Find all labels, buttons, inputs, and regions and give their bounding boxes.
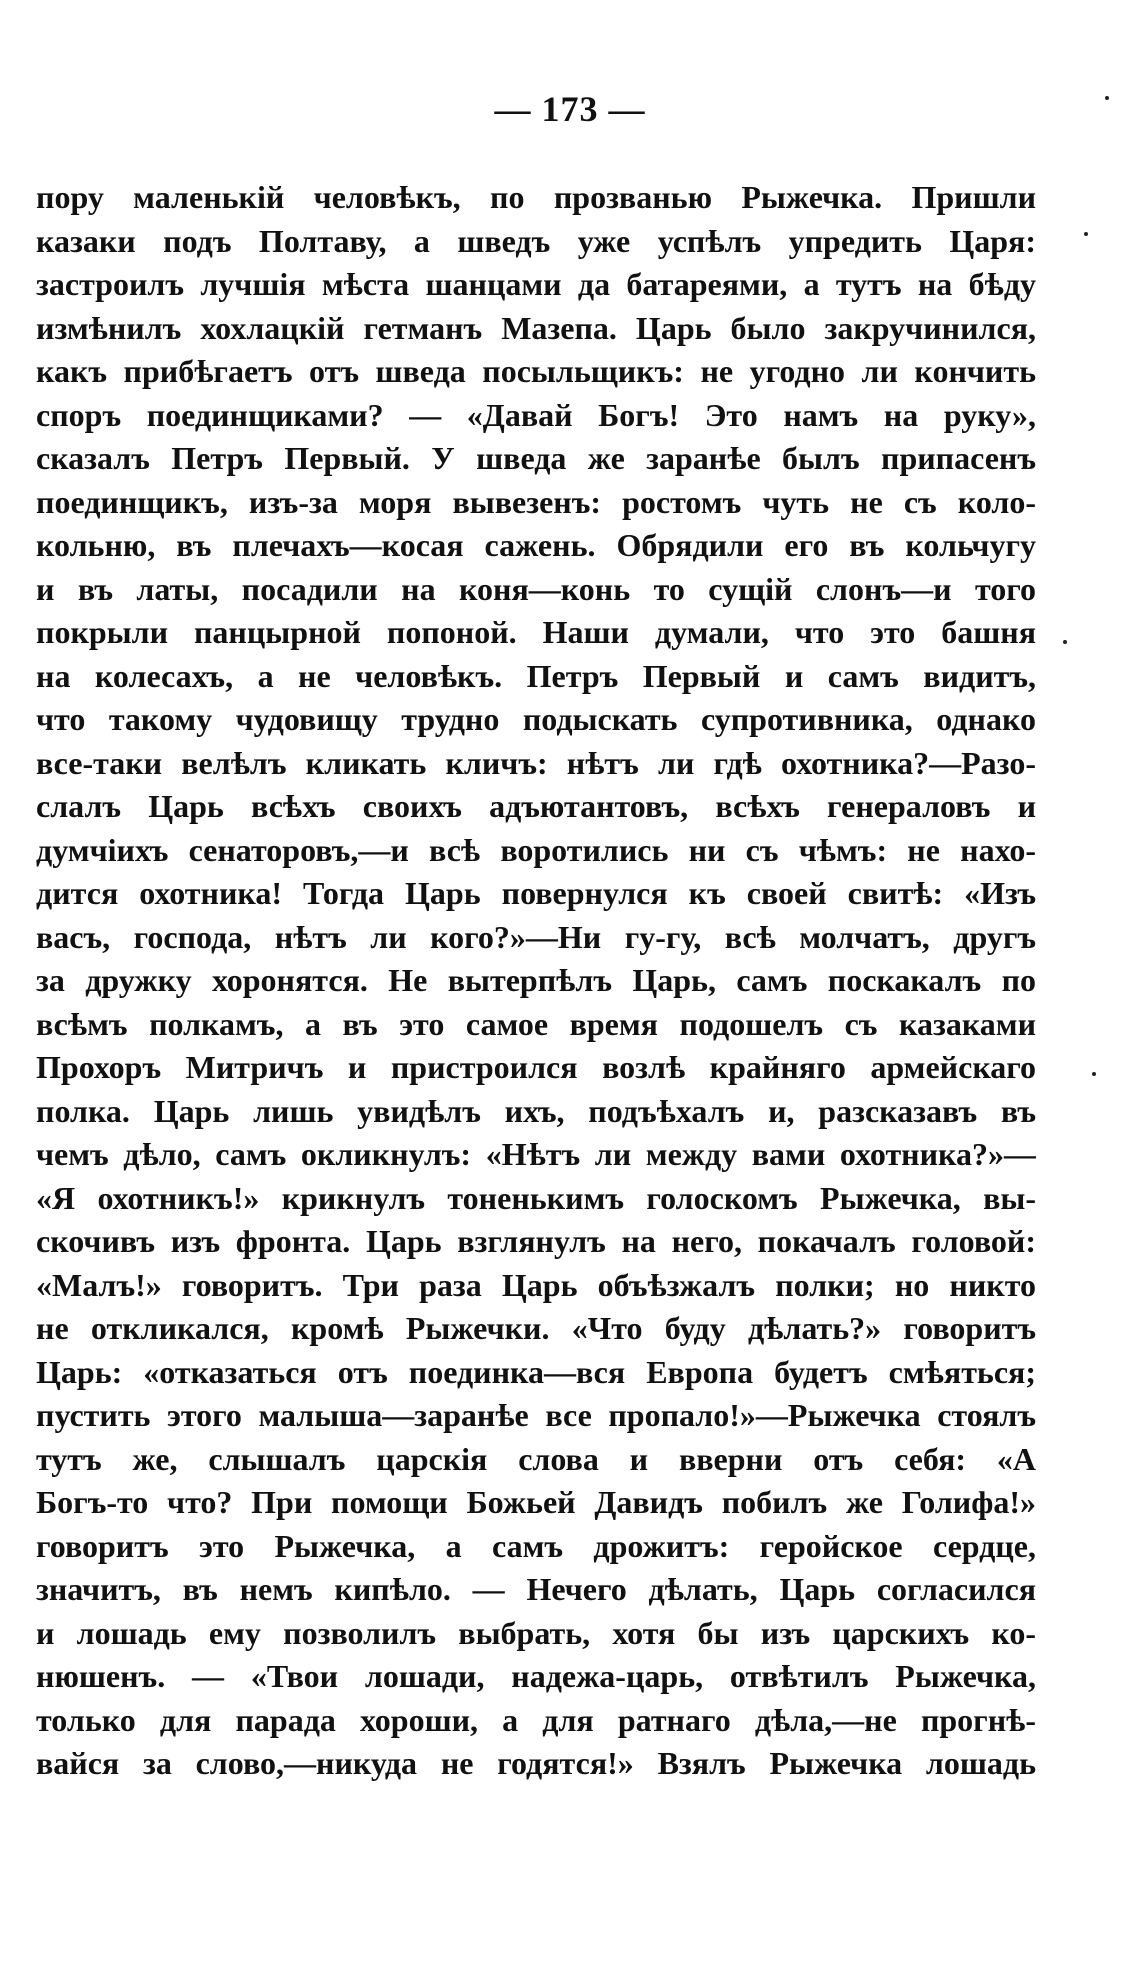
text-line: «Малъ!» говоритъ. Три раза Царь объѣзжалъ полки; но никто bbox=[36, 1266, 1036, 1303]
text-line: пору маленькій человѣкъ, по прозванью Рыжечка. Пришли bbox=[36, 179, 1036, 215]
scan-speck bbox=[1063, 640, 1067, 644]
text-line: Царь: «отказаться отъ поединка—вся Европа будетъ смѣяться; bbox=[36, 1353, 1036, 1390]
text-line: думчіихъ сенаторовъ,—и всѣ воротились ни съ чѣмъ: не нахо- bbox=[36, 831, 1036, 868]
text-line: «Я охотникъ!» крикнулъ тоненькимъ голоскомъ Рыжечка, вы- bbox=[36, 1179, 1036, 1216]
text-line: всѣмъ полкамъ, а въ это самое время подошелъ съ казаками bbox=[36, 1005, 1036, 1042]
scan-speck bbox=[1105, 96, 1109, 100]
text-line: казаки подъ Полтаву, а шведъ уже успѣлъ упредить Царя: bbox=[36, 222, 1036, 259]
text-line: все-таки велѣлъ кликать кличъ: нѣтъ ли гдѣ охотника?—Разо- bbox=[36, 744, 1036, 781]
text-line: кольню, въ плечахъ—косая сажень. Обрядили его въ кольчугу bbox=[36, 527, 1036, 563]
scan-speck bbox=[1092, 1072, 1096, 1076]
scan-speck bbox=[1084, 232, 1088, 236]
text-line: что такому чудовищу трудно подыскать супротивника, однако bbox=[36, 701, 1036, 737]
page-number: — 173 — bbox=[494, 89, 646, 129]
text-line: не откликался, кромѣ Рыжечки. «Что буду дѣлать?» говоритъ bbox=[36, 1310, 1036, 1346]
text-line: поединщикъ, изъ-за моря вывезенъ: ростомъ чуть не съ коло- bbox=[36, 483, 1036, 520]
text-line: какъ прибѣгаетъ отъ шведа посыльщикъ: не угодно ли кончить bbox=[36, 353, 1036, 389]
text-line: застроилъ лучшія мѣста шанцами да батареями, а тутъ на бѣду bbox=[36, 266, 1036, 302]
text-line: васъ, господа, нѣтъ ли кого?»—Ни гу-гу, всѣ молчатъ, другъ bbox=[36, 918, 1036, 955]
text-line: тутъ же, слышалъ царскія слова и вверни отъ себя: «А bbox=[36, 1440, 1036, 1477]
text-line: значитъ, въ немъ кипѣло. — Нечего дѣлать, Царь согласился bbox=[36, 1571, 1036, 1607]
text-line: пустить этого малыша—заранѣе все пропало!»—Рыжечка стоялъ bbox=[36, 1397, 1036, 1433]
text-line: только для парада хороши, а для ратнаго дѣла,—не прогнѣ- bbox=[36, 1701, 1036, 1738]
body-text bbox=[36, 176, 1036, 1786]
text-line: и лошадь ему позволилъ выбрать, хотя бы изъ царскихъ ко- bbox=[36, 1614, 1036, 1651]
text-line: говоритъ это Рыжечка, а самъ дрожитъ: геройское сердце, bbox=[36, 1527, 1036, 1564]
text-line: скочивъ изъ фронта. Царь взглянулъ на него, покачалъ головой: bbox=[36, 1223, 1036, 1259]
text-line: Прохоръ Митричъ и пристроился возлѣ крайняго армейскаго bbox=[36, 1049, 1036, 1085]
text-line: слалъ Царь всѣхъ своихъ адъютантовъ, всѣхъ генераловъ и bbox=[36, 788, 1036, 824]
text-line: покрыли панцырной попоной. Наши думали, что это башня bbox=[36, 614, 1036, 650]
text-line: сказалъ Петръ Первый. У шведа же заранѣе былъ припасенъ bbox=[36, 440, 1036, 476]
text-line: вайся за слово,—никуда не годятся!» Взялъ Рыжечка лошадь bbox=[36, 1745, 1036, 1781]
text-line: нюшенъ. — «Твои лошади, надежа-царь, отвѣтилъ Рыжечка, bbox=[36, 1658, 1036, 1694]
text-line: споръ поединщиками? — «Давай Богъ! Это намъ на руку», bbox=[36, 396, 1036, 433]
text-line: на колесахъ, а не человѣкъ. Петръ Первый и самъ видитъ, bbox=[36, 657, 1036, 694]
text-line: за дружку хоронятся. Не вытерпѣлъ Царь, самъ поскакалъ по bbox=[36, 962, 1036, 998]
text-line: и въ латы, посадили на коня—конь то сущій слонъ—и того bbox=[36, 570, 1036, 607]
text-line: дится охотника! Тогда Царь повернулся къ своей свитѣ: «Изъ bbox=[36, 875, 1036, 911]
text-line: измѣнилъ хохлацкій гетманъ Мазепа. Царь было закручинился, bbox=[36, 309, 1036, 346]
text-line: полка. Царь лишь увидѣлъ ихъ, подъѣхалъ и, разсказавъ въ bbox=[36, 1092, 1036, 1129]
text-line: Богъ-то что? При помощи Божьей Давидъ побилъ же Голифа!» bbox=[36, 1484, 1036, 1520]
text-line: чемъ дѣло, самъ окликнулъ: «Нѣтъ ли между вами охотника?»— bbox=[36, 1136, 1036, 1172]
